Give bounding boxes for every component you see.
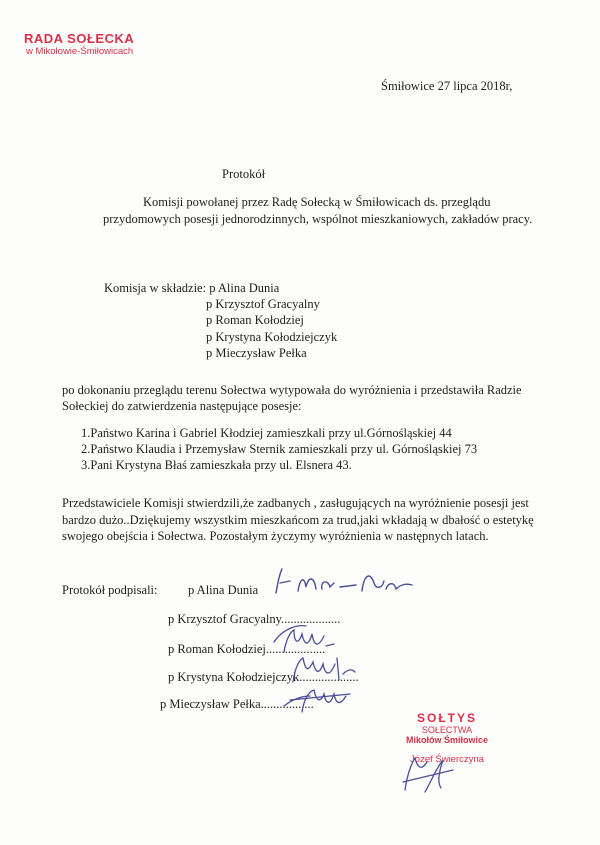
committee-member: p Mieczysław Pełka xyxy=(206,346,307,360)
document-subtitle-line-2: przydomowych posesji jednorodzinnych, wspólnot mieszkaniowych, zakładów pracy. xyxy=(103,212,533,226)
document-subtitle-line-1: Komisji powołanej przez Radę Sołecką w Śmiłowicach ds. przeglądu xyxy=(143,195,491,209)
closing-line-2: bardzo dużo..Dziękujemy wszystkim mieszkańcom za trud,jaki wkładają w dbałość o estetykę xyxy=(62,513,534,527)
soltys-stamp-line-1: SOŁTYS xyxy=(416,711,477,725)
document-title: Protokół xyxy=(222,167,266,181)
signatory-line: p Roman Kołodziej................... xyxy=(168,642,326,656)
signature-dunia xyxy=(270,565,420,601)
signatory-line: p Alina Dunia xyxy=(188,583,259,597)
intro-line-1: po dokonaniu przeglądu terenu Sołectwa wytypowała do wyróżnienia i przedstawiła Radzie xyxy=(62,383,522,397)
signature-kolodziejczyk xyxy=(285,652,365,686)
committee-member: p Roman Kołodziej xyxy=(206,313,304,327)
closing-line-1: Przedstawiciele Komisji stwierdzili,że zadbanych , zasługujących na wyróżnienie posesji jest xyxy=(62,496,529,510)
signatory-line: p Mieczysław Pełka................. xyxy=(160,697,314,711)
signature-swierczyna xyxy=(395,752,465,796)
closing-line-3: swojego obejścia i Sołectwa. Pozostałym życzymy wyróżnienia w następnych latach. xyxy=(62,529,489,543)
award-item: 1.Państwo Karina i Gabriel Kłodziej zamieszkali przy ul.Górnośląskiej 44 xyxy=(81,426,452,440)
award-item: 3.Pani Krystyna Błaś zamieszkała przy ul. Elsnera 43. xyxy=(81,458,352,472)
soltys-stamp-line-2: SOŁECTWA xyxy=(421,725,473,735)
signatory-line: p Krzysztof Gracyalny................... xyxy=(168,612,341,626)
soltys-stamp-line-4: Józef Świerczyna xyxy=(410,754,484,765)
committee-lead: Komisja w składzie: p Alina Dunia xyxy=(104,281,280,295)
stamp-line-1: RADA SOŁECKA xyxy=(24,31,135,46)
soltys-stamp-line-3: Mikołów Śmiłowice xyxy=(405,735,488,745)
signatures-lead: Protokół podpisali: xyxy=(62,583,158,597)
rada-solecka-stamp xyxy=(24,32,134,57)
stamp-line-2: w Mikołowie-Śmiłowicach xyxy=(26,46,134,57)
signature-pelka xyxy=(280,682,365,714)
intro-line-2: Sołeckiej do zatwierdzenia następujące posesje: xyxy=(62,399,302,413)
signatory-line: p Krystyna Kołodziejczyk................... xyxy=(168,670,359,684)
committee-member: p Krzysztof Gracyalny xyxy=(206,297,320,311)
document-date: Śmiłowice 27 lipca 2018r, xyxy=(381,79,513,93)
award-item: 2.Państwo Klaudia i Przemysław Sternik zamieszkali przy ul. Górnośląskiej 73 xyxy=(81,442,478,456)
signature-kolodziej xyxy=(270,622,350,656)
committee-member: p Krystyna Kołodziejczyk xyxy=(206,330,338,344)
